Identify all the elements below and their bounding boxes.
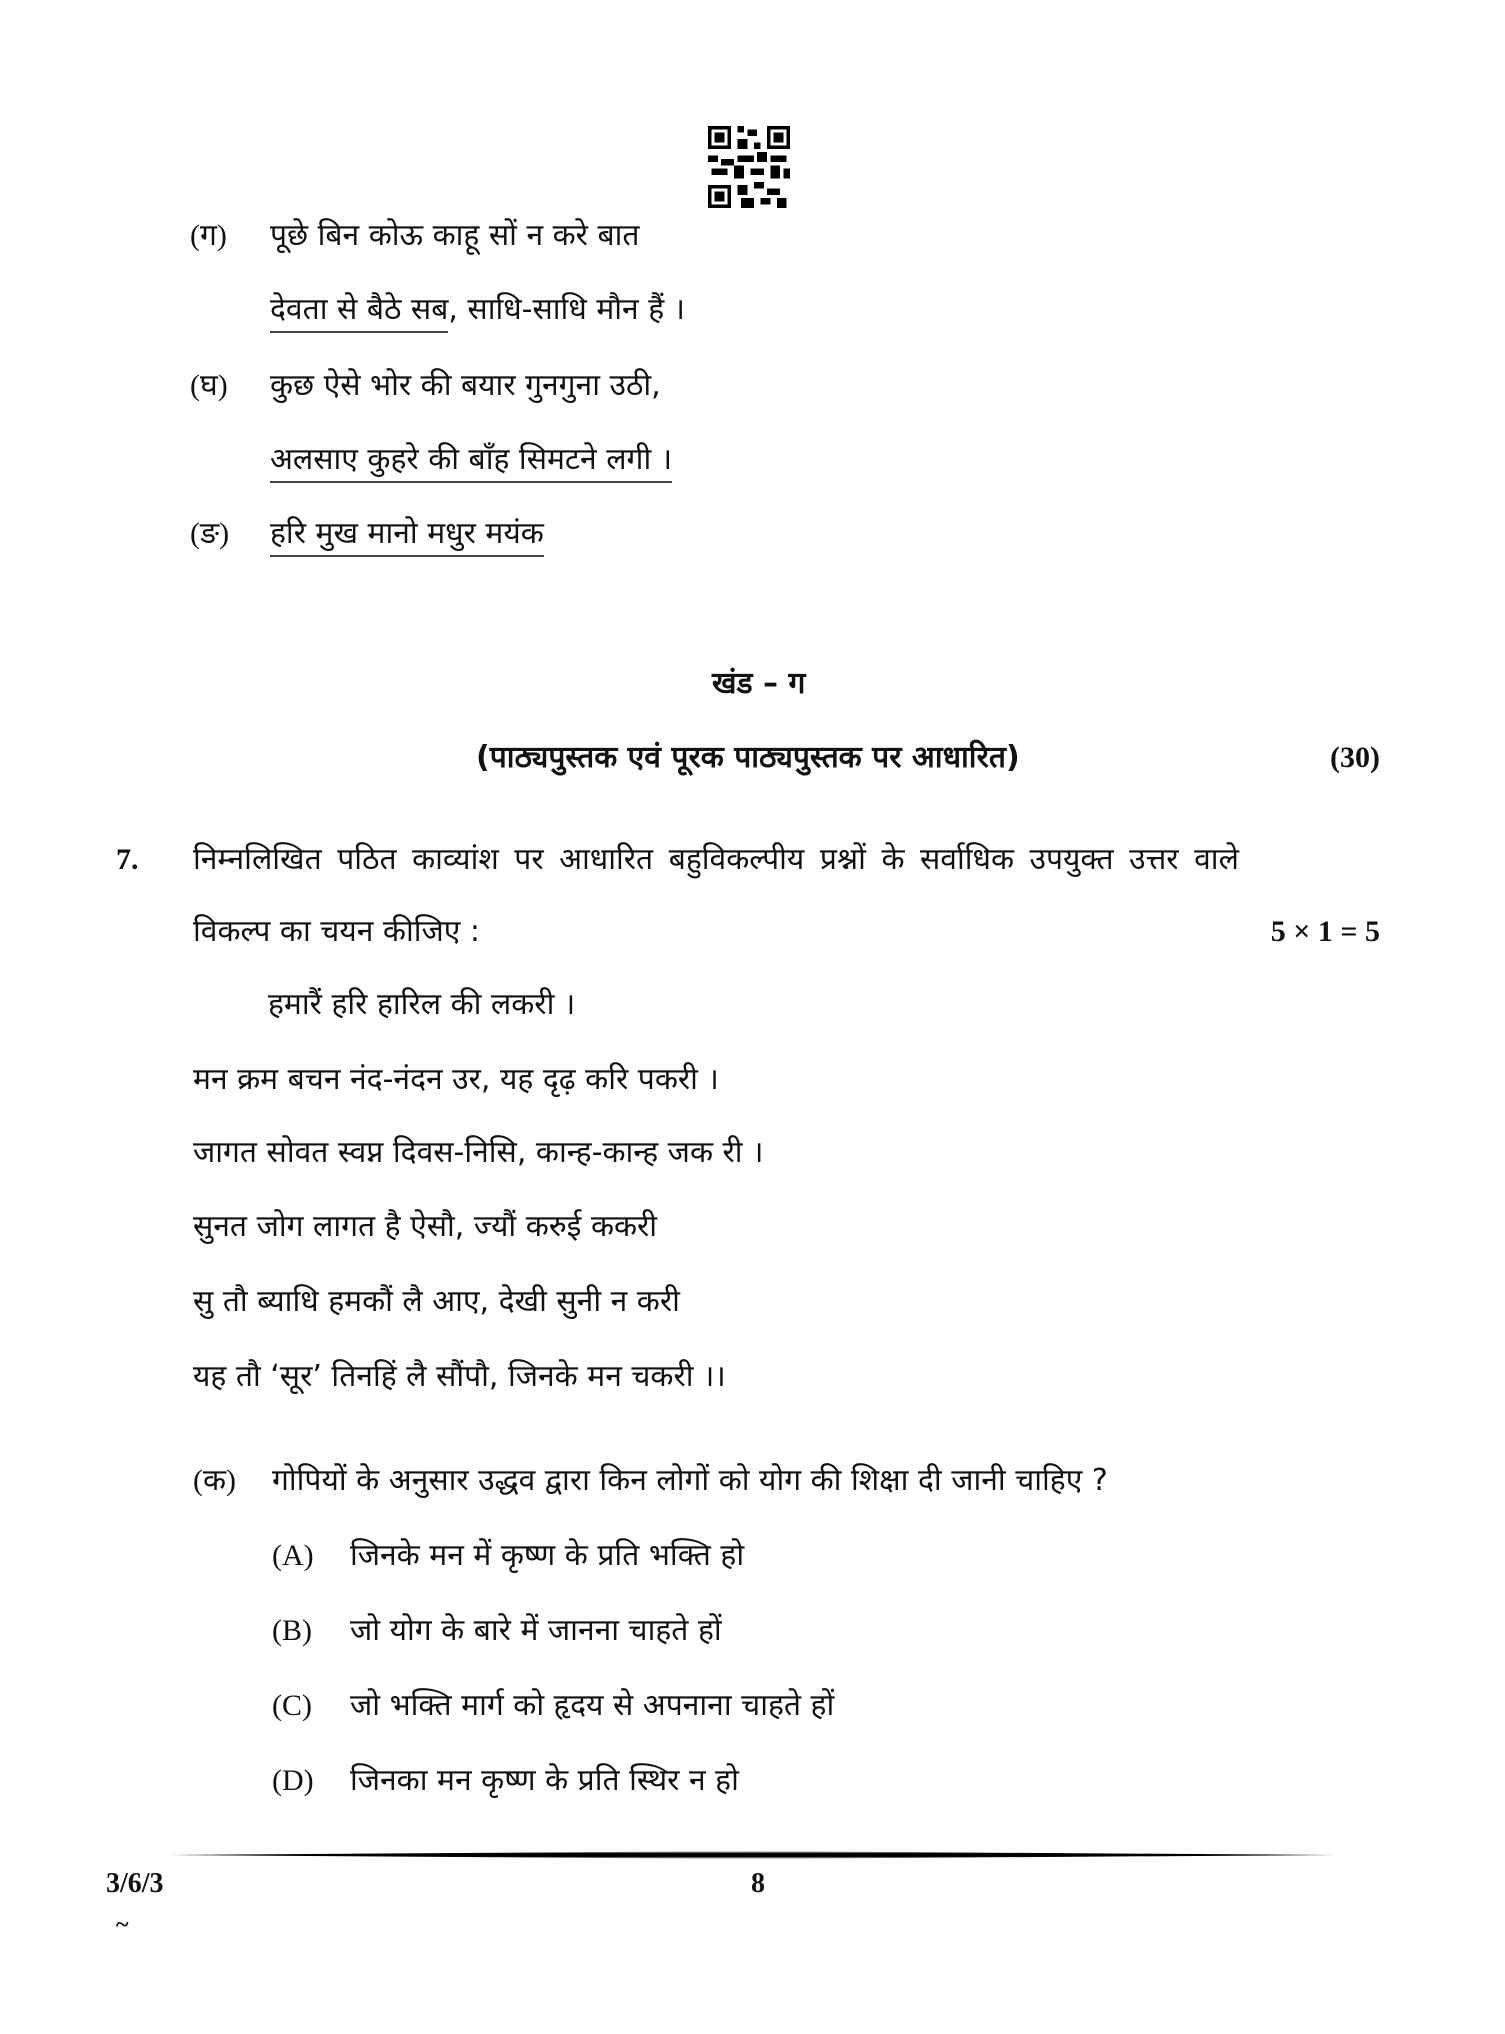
option-label-c[interactable]: (C) [272,1689,312,1722]
poem-line: सुनत जोग लागत है ऐसौ, ज्यौं करुई ककरी [193,1209,658,1244]
page-number: 8 [751,1868,765,1899]
option-text-c[interactable]: जो भक्ति मार्ग को हृदय से अपनाना चाहते हों [350,1688,835,1723]
option-text-b[interactable]: जो योग के बारे में जानना चाहते हों [350,1613,722,1648]
poem-line: यह तौ ‘सूर’ तिनहिं लै सौंपौ, जिनके मन चकरी ।। [193,1359,726,1394]
item-gha-line2: अलसाए कुहरे की बाँह सिमटने लगी । [270,442,672,483]
item-label-gha: (घ) [190,369,228,402]
question-number: 7. [116,843,139,876]
item-ga-underlined: देवता से बैठे सब [270,292,448,333]
option-text-a[interactable]: जिनके मन में कृष्ण के प्रति भक्ति हो [350,1538,745,1573]
poem-line: जागत सोवत स्वप्न दिवस-निसि, कान्ह-कान्ह जक री । [193,1135,764,1170]
section-subtitle: (पाठ्यपुस्तक एवं पूरक पाठ्यपुस्तक पर आधारित) [476,740,1020,775]
item-ga-line2-rest: , साधि-साधि मौन हैं । [448,292,686,327]
footer-code: 3/6/3 [106,1868,164,1899]
item-gha-line1: कुछ ऐसे भोर की बयार गुनगुना उठी, [270,368,661,403]
item-label-ga: (ग) [190,219,227,252]
footer-mark: ~ [116,1912,129,1938]
section-marks: (30) [1330,741,1380,774]
poem-line: मन क्रम बचन नंद-नंदन उर, यह दृढ़ करि पकरी । [193,1062,719,1097]
qr-code-icon [708,126,790,208]
poem-line: सु तौ ब्याधि हमकौं लै आए, देखी सुनी न करी [193,1284,680,1319]
footer-divider [170,1851,1335,1859]
question-line2: विकल्प का चयन कीजिए : [193,914,480,949]
question-line1: निम्नलिखित पठित काव्यांश पर आधारित बहुविकल्पीय प्रश्नों के सर्वाधिक उपयुक्त उत्तर वाले [193,842,1239,877]
item-label-nga: (ङ) [190,517,230,550]
question-marks: 5 × 1 = 5 [1270,915,1380,948]
option-label-a[interactable]: (A) [272,1539,314,1572]
section-title: खंड – ग [712,666,806,701]
option-label-d[interactable]: (D) [272,1764,314,1797]
subquestion-text: गोपियों के अनुसार उद्धव द्वारा किन लोगों को योग की शिक्षा दी जानी चाहिए ? [272,1463,1108,1498]
option-text-d[interactable]: जिनका मन कृष्ण के प्रति स्थिर न हो [350,1763,739,1798]
option-label-b[interactable]: (B) [272,1614,312,1647]
item-ga-line2 [270,290,685,330]
item-ga-line1: पूछे बिन कोऊ काहू सों न करे बात [270,218,640,253]
subquestion-label: (क) [193,1464,237,1497]
poem-line: हमारैं हरि हारिल की लकरी । [268,987,576,1022]
item-nga-line1: हरि मुख मानो मधुर मयंक [270,516,544,557]
